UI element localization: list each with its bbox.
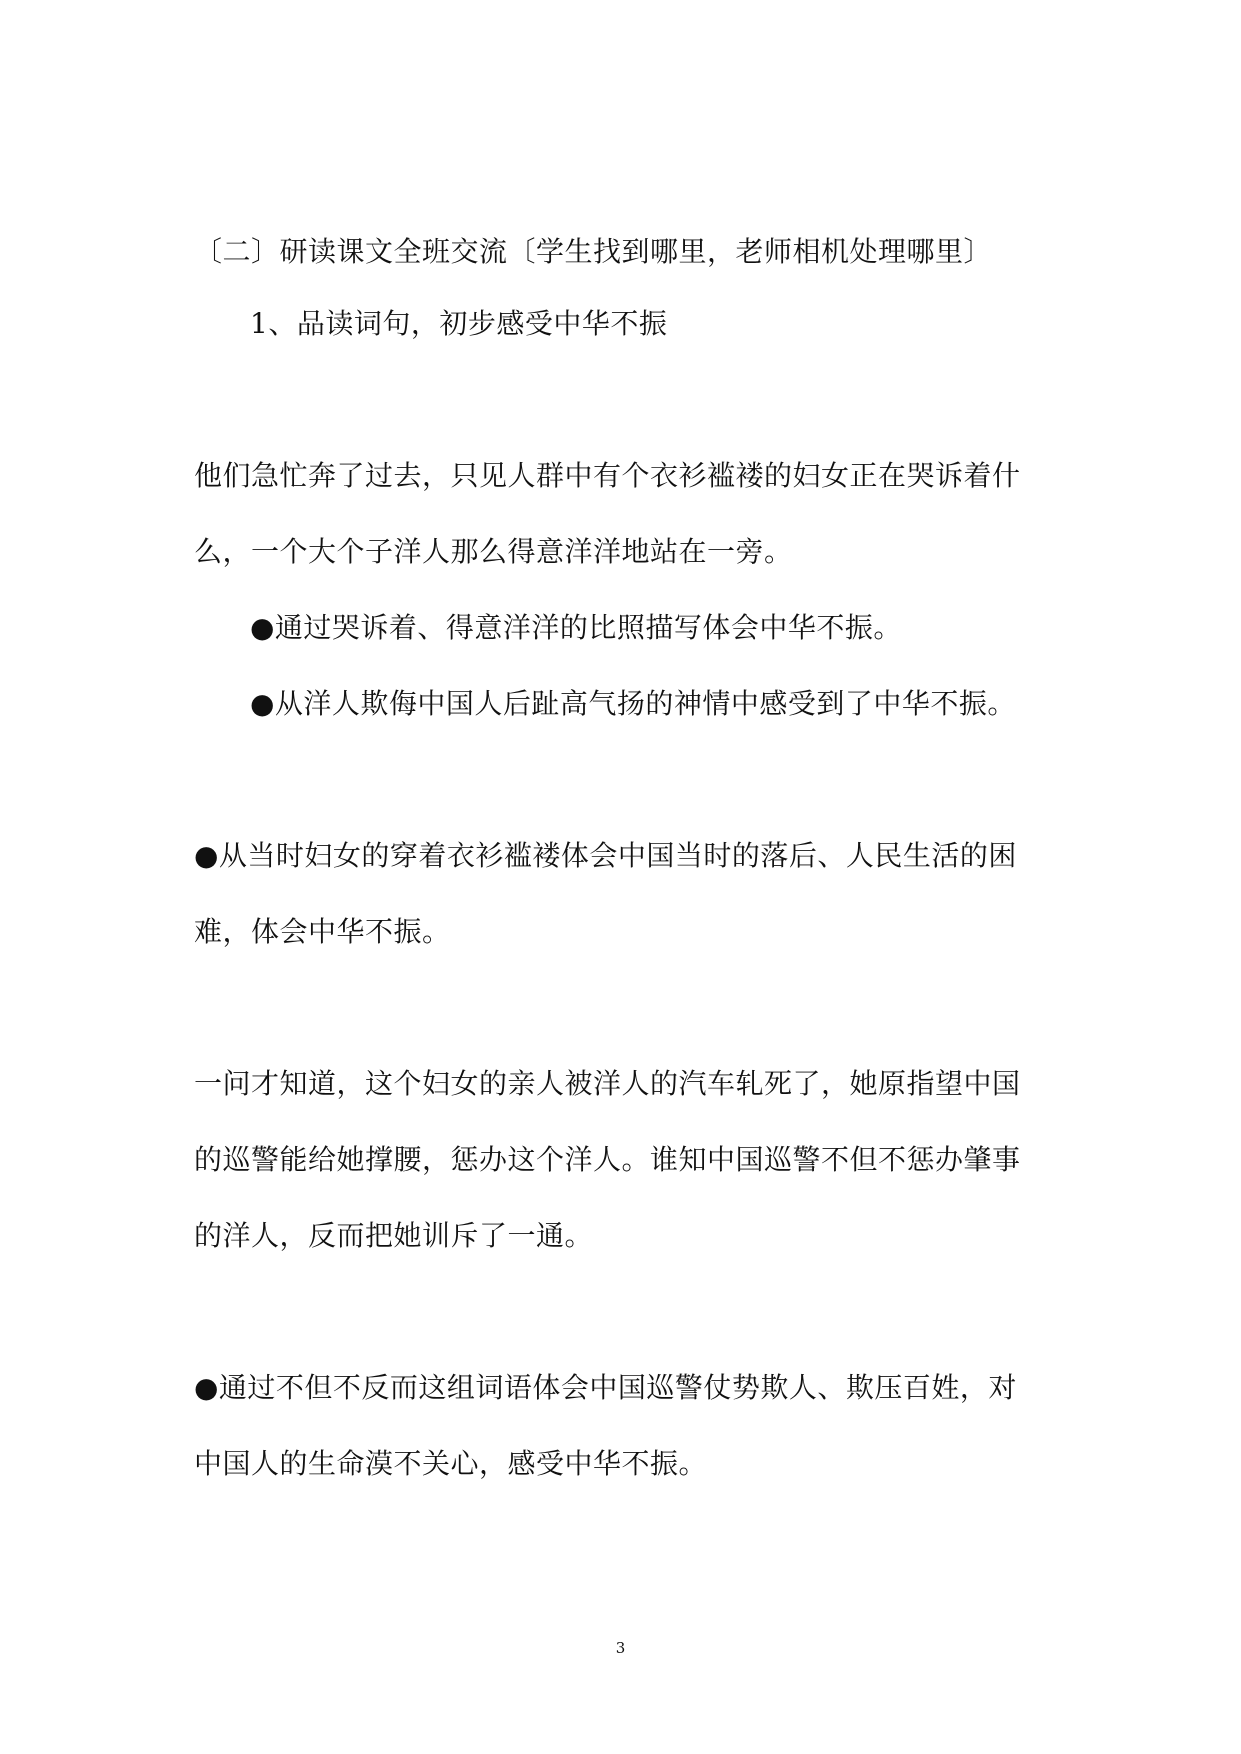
bullet-2: ●从洋人欺侮中国人后趾高气扬的神情中感受到了中华不振。 (250, 687, 1016, 720)
quote-1-line-1: 他们急忙奔了过去，只见人群中有个衣衫褴褛的妇女正在哭诉着什 (194, 459, 1021, 492)
quote-2-line-1: 一问才知道，这个妇女的亲人被洋人的汽车轧死了，她原指望中国 (194, 1067, 1021, 1100)
quote-2-line-3: 的洋人，反而把她训斥了一通。 (194, 1219, 594, 1252)
page-number: 3 (615, 1639, 626, 1657)
quote-2-line-2: 的巡警能给她撑腰，惩办这个洋人。谁知中国巡警不但不惩办肇事 (194, 1143, 1021, 1176)
bullet-1: ●通过哭诉着、得意洋洋的比照描写体会中华不振。 (250, 611, 902, 644)
section-heading: 〔二〕研读课文全班交流〔学生找到哪里，老师相机处理哪里〕 (194, 235, 993, 268)
bullet-3-line-1: ●从当时妇女的穿着衣衫褴褛体会中国当时的落后、人民生活的困 (194, 839, 1017, 872)
bullet-4-line-1: ●通过不但不反而这组词语体会中国巡警仗势欺人、欺压百姓，对 (194, 1371, 1017, 1404)
bullet-3-line-2: 难，体会中华不振。 (194, 915, 451, 948)
quote-1-line-2: 么，一个大个子洋人那么得意洋洋地站在一旁。 (194, 535, 793, 568)
subheading: 1、品读词句，初步感受中华不振 (250, 307, 668, 340)
bullet-4-line-2: 中国人的生命漠不关心，感受中华不振。 (194, 1447, 708, 1480)
